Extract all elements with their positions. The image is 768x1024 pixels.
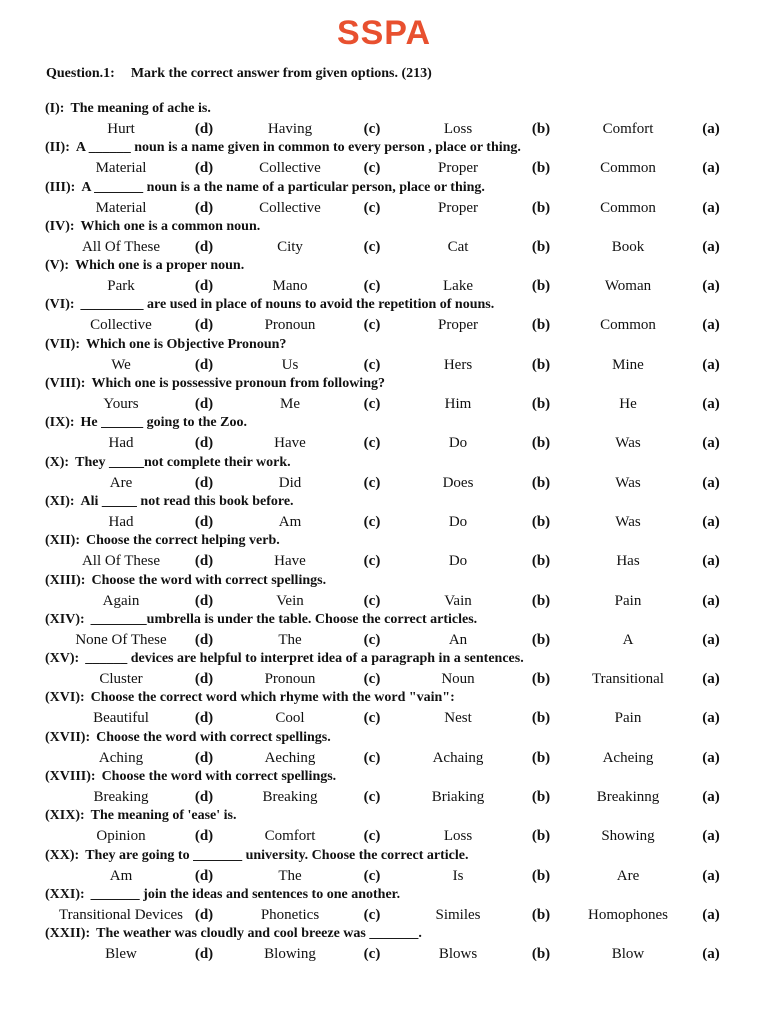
- option-letter: (a): [702, 671, 720, 688]
- option-letter: (b): [531, 592, 551, 609]
- option-letter: (c): [363, 317, 381, 334]
- option-text: Am: [109, 867, 133, 884]
- option-text: Aeching: [264, 749, 316, 766]
- option-text: Does: [442, 474, 474, 491]
- option-letter: (b): [531, 867, 551, 884]
- option-letter: (a): [702, 789, 720, 806]
- option-letter: (c): [363, 513, 381, 530]
- option-text: Have: [274, 553, 306, 570]
- option-letter: (a): [702, 278, 720, 295]
- question-text: The meaning of ache is.: [70, 101, 211, 116]
- option-letter: (a): [702, 906, 720, 923]
- option-letter: (d): [194, 749, 214, 766]
- option-letter: (c): [363, 396, 381, 413]
- option-letter: (c): [363, 906, 381, 923]
- question-text: They are going to _______ university. Choose the correct article.: [85, 847, 469, 863]
- option-text: Do: [448, 435, 468, 452]
- option-text: Comfort: [264, 828, 316, 845]
- option-letter: (a): [702, 396, 720, 413]
- option-letter: (a): [702, 199, 720, 216]
- question-text: _______ join the ideas and sentences to one another.: [90, 886, 401, 902]
- option-letter: (b): [531, 513, 551, 530]
- question-stem: [45, 100, 211, 117]
- option-letter: (a): [702, 317, 720, 334]
- option-text: Material: [95, 199, 147, 216]
- option-letter: (a): [702, 946, 720, 963]
- option-letter: (d): [194, 317, 214, 334]
- option-letter: (d): [194, 789, 214, 806]
- option-text: Blows: [438, 946, 478, 963]
- option-text: Proper: [438, 160, 478, 177]
- option-text: Woman: [604, 278, 652, 295]
- option-text: Material: [95, 160, 147, 177]
- option-text: Collective: [259, 199, 321, 216]
- option-letter: (a): [702, 749, 720, 766]
- question-text: ______ devices are helpful to interpret idea of a paragraph in a sentences.: [85, 651, 524, 667]
- option-text: He: [619, 396, 637, 413]
- question-item: [0, 886, 768, 925]
- option-letter: (c): [363, 238, 381, 255]
- option-text: Loss: [443, 121, 473, 137]
- question-number: (X):: [45, 454, 70, 470]
- question-number: (XX):: [45, 847, 80, 863]
- option-text: Hurt: [107, 121, 135, 137]
- question-stem: [45, 886, 400, 903]
- question-number: (I):: [45, 101, 65, 116]
- option-text: Hers: [443, 356, 473, 373]
- option-text: Nest: [444, 710, 472, 727]
- question-stem: [45, 768, 336, 785]
- option-letter: (b): [531, 828, 551, 845]
- option-letter: (a): [702, 160, 720, 177]
- question-number: (III):: [45, 179, 76, 195]
- question-stem: [45, 611, 477, 628]
- option-text: Cool: [275, 710, 305, 727]
- option-letter: (c): [363, 789, 381, 806]
- option-text: Am: [278, 513, 302, 530]
- question-item: [0, 257, 768, 296]
- option-letter: (c): [363, 356, 381, 373]
- option-text: Was: [615, 474, 641, 491]
- question-number: (IX):: [45, 415, 75, 431]
- answer-options: [0, 787, 768, 807]
- option-text: Him: [444, 396, 472, 413]
- option-letter: (d): [194, 356, 214, 373]
- option-text: Vein: [276, 592, 304, 609]
- question-number: (XVI):: [45, 690, 85, 706]
- option-letter: (b): [531, 121, 551, 137]
- option-text: Have: [274, 435, 306, 452]
- question-item: [0, 611, 768, 650]
- question-stem: [45, 179, 485, 196]
- question-number: (XVIII):: [45, 769, 96, 785]
- option-letter: (a): [702, 553, 720, 570]
- option-text: Collective: [259, 160, 321, 177]
- option-letter: (b): [531, 906, 551, 923]
- option-text: Has: [616, 553, 640, 570]
- option-text: Lake: [443, 278, 473, 295]
- question-text: Which one is possessive pronoun from following?: [91, 376, 385, 392]
- question-stem: [45, 296, 494, 313]
- option-text: Breaking: [262, 789, 318, 806]
- question-text: Choose the correct word which rhyme with the word "vain":: [90, 690, 455, 706]
- option-text: Did: [278, 474, 302, 491]
- question-item: [0, 650, 768, 689]
- option-text: Mano: [272, 278, 308, 295]
- question-stem: [45, 650, 524, 667]
- option-text: Book: [611, 238, 645, 255]
- question-item: [0, 139, 768, 178]
- option-letter: (a): [702, 710, 720, 727]
- option-letter: (b): [531, 238, 551, 255]
- option-letter: (d): [194, 867, 214, 884]
- option-letter: (a): [702, 867, 720, 884]
- option-text: All Of These: [81, 238, 161, 255]
- option-letter: (d): [194, 238, 214, 255]
- answer-options: [0, 944, 768, 964]
- option-letter: (b): [531, 789, 551, 806]
- option-letter: (c): [363, 435, 381, 452]
- answer-options: [0, 826, 768, 846]
- option-text: The: [278, 631, 302, 648]
- option-letter: (d): [194, 828, 214, 845]
- option-letter: (c): [363, 278, 381, 295]
- option-letter: (b): [531, 671, 551, 688]
- answer-options: [0, 158, 768, 178]
- question-stem: [45, 257, 244, 274]
- option-letter: (d): [194, 396, 214, 413]
- option-letter: (c): [363, 671, 381, 688]
- option-letter: (c): [363, 828, 381, 845]
- option-text: Blow: [611, 946, 645, 963]
- question-stem: [45, 336, 286, 353]
- option-letter: (b): [531, 435, 551, 452]
- option-letter: (d): [194, 906, 214, 923]
- option-text: Similes: [435, 906, 481, 923]
- answer-options: [0, 866, 768, 886]
- answer-options: [0, 473, 768, 493]
- option-letter: (d): [194, 160, 214, 177]
- question-number: (VII):: [45, 336, 80, 352]
- option-letter: (b): [531, 553, 551, 570]
- option-letter: (c): [363, 592, 381, 609]
- option-text: Opinion: [96, 828, 146, 845]
- option-text: Having: [267, 121, 313, 137]
- option-letter: (a): [702, 474, 720, 491]
- question-text: Which one is a common noun.: [80, 218, 261, 234]
- answer-options: [0, 748, 768, 768]
- answer-options: [0, 708, 768, 728]
- answer-options: [0, 669, 768, 689]
- answer-options: [0, 591, 768, 611]
- option-text: Is: [452, 867, 464, 884]
- option-letter: (b): [531, 710, 551, 727]
- question-list: [0, 100, 768, 965]
- option-text: An: [448, 631, 468, 648]
- option-letter: (d): [194, 278, 214, 295]
- option-letter: (b): [531, 474, 551, 491]
- option-letter: (d): [194, 121, 214, 137]
- option-letter: (a): [702, 238, 720, 255]
- option-text: Breaking: [93, 789, 149, 806]
- question-stem: [45, 689, 455, 706]
- question-text: A ______ noun is a name given in common to every person , place or thing.: [75, 140, 521, 156]
- option-letter: (b): [531, 946, 551, 963]
- option-text: Briaking: [431, 789, 485, 806]
- option-text: Had: [108, 435, 134, 452]
- question-item: [0, 100, 768, 139]
- question-stem: [45, 218, 260, 235]
- question-stem: [45, 807, 237, 824]
- option-letter: (b): [531, 749, 551, 766]
- sspa-logo: SSPA: [336, 14, 432, 52]
- question-item: [0, 689, 768, 728]
- option-text: Cluster: [99, 671, 143, 688]
- option-letter: (c): [363, 749, 381, 766]
- question-item: [0, 375, 768, 414]
- option-letter: (d): [194, 199, 214, 216]
- answer-options: [0, 905, 768, 925]
- answer-options: [0, 551, 768, 571]
- question-text: He ______ going to the Zoo.: [80, 415, 247, 431]
- question-item: [0, 179, 768, 218]
- option-text: Beautiful: [93, 710, 149, 727]
- option-letter: (b): [531, 631, 551, 648]
- question-stem: [45, 925, 422, 942]
- option-letter: (b): [531, 278, 551, 295]
- option-letter: (a): [702, 513, 720, 530]
- question-text: A _______ noun is a the name of a particular person, place or thing.: [81, 179, 485, 195]
- option-text: Proper: [438, 317, 478, 334]
- option-text: Was: [615, 435, 641, 452]
- question-item: [0, 847, 768, 886]
- option-text: Common: [600, 160, 656, 177]
- option-letter: (c): [363, 631, 381, 648]
- answer-options: [0, 237, 768, 257]
- option-text: Park: [107, 278, 135, 295]
- option-text: Me: [280, 396, 300, 413]
- option-text: Again: [102, 592, 140, 609]
- question-text: Choose the word with correct spellings.: [96, 729, 331, 745]
- question-item: [0, 296, 768, 335]
- option-text: Pronoun: [264, 671, 316, 688]
- question-item: [0, 925, 768, 964]
- option-text: Had: [108, 513, 134, 530]
- option-text: Acheing: [602, 749, 654, 766]
- option-text: Homophones: [588, 906, 668, 923]
- option-text: The: [278, 867, 302, 884]
- option-text: Pronoun: [264, 317, 316, 334]
- answer-options: [0, 119, 768, 139]
- option-text: Collective: [90, 317, 152, 334]
- question-stem: [45, 414, 247, 431]
- question-text: Which one is Objective Pronoun?: [86, 336, 287, 352]
- option-letter: (d): [194, 513, 214, 530]
- option-letter: (b): [531, 356, 551, 373]
- question-item: [0, 218, 768, 257]
- question-stem: [45, 729, 331, 746]
- option-letter: (a): [702, 631, 720, 648]
- question-number: (VI):: [45, 297, 75, 313]
- option-letter: (c): [363, 474, 381, 491]
- question-text: Choose the correct helping verb.: [86, 533, 280, 549]
- answer-options: [0, 276, 768, 296]
- question-text: Choose the word with correct spellings.: [101, 769, 337, 785]
- option-text: Common: [600, 199, 656, 216]
- option-letter: (c): [363, 199, 381, 216]
- question-stem: [45, 375, 385, 392]
- option-text: Noun: [441, 671, 475, 688]
- question-number: (VIII):: [45, 376, 86, 392]
- question-number: (XXI):: [45, 886, 85, 902]
- option-text: Cat: [447, 238, 469, 255]
- answer-options: [0, 315, 768, 335]
- question-text: Choose the word with correct spellings.: [91, 572, 327, 588]
- question-item: [0, 807, 768, 846]
- option-text: Blowing: [264, 946, 316, 963]
- option-letter: (b): [531, 317, 551, 334]
- option-text: Pain: [614, 710, 642, 727]
- question-text: The meaning of 'ease' is.: [90, 808, 237, 824]
- option-text: Common: [600, 317, 656, 334]
- question-item: [0, 729, 768, 768]
- answer-options: [0, 512, 768, 532]
- question-heading: [46, 66, 432, 82]
- option-letter: (d): [194, 592, 214, 609]
- answer-options: [0, 198, 768, 218]
- answer-options: [0, 394, 768, 414]
- option-letter: (d): [194, 631, 214, 648]
- question-number: (XIX):: [45, 808, 85, 824]
- question-item: [0, 414, 768, 453]
- option-letter: (a): [702, 435, 720, 452]
- question-stem: [45, 454, 291, 471]
- option-letter: (a): [702, 592, 720, 609]
- question-stem: [45, 139, 521, 156]
- answer-options: [0, 355, 768, 375]
- option-letter: (c): [363, 160, 381, 177]
- option-text: Comfort: [602, 121, 654, 137]
- question-stem: [45, 572, 326, 589]
- question-instruction: Mark the correct answer from given options. (213): [130, 66, 432, 81]
- option-text: Vain: [444, 592, 472, 609]
- option-text: City: [277, 238, 303, 255]
- option-text: Do: [448, 513, 468, 530]
- question-item: [0, 336, 768, 375]
- question-text: Which one is a proper noun.: [75, 258, 245, 274]
- option-text: Are: [616, 867, 640, 884]
- option-text: Do: [448, 553, 468, 570]
- question-number: (V):: [45, 258, 70, 274]
- option-letter: (c): [363, 710, 381, 727]
- question-stem: [45, 532, 280, 549]
- option-text: Proper: [438, 199, 478, 216]
- question-number: (IV):: [45, 218, 75, 234]
- question-label: Question.1:: [46, 66, 115, 81]
- option-letter: (c): [363, 946, 381, 963]
- option-text: Are: [109, 474, 133, 491]
- option-letter: (d): [194, 671, 214, 688]
- question-item: [0, 454, 768, 493]
- option-letter: (a): [702, 356, 720, 373]
- option-text: Transitional: [592, 671, 664, 688]
- option-text: All Of These: [81, 553, 161, 570]
- question-number: (XIV):: [45, 611, 85, 627]
- option-text: None Of These: [75, 631, 167, 648]
- option-text: Loss: [443, 828, 473, 845]
- question-number: (XV):: [45, 651, 80, 667]
- option-letter: (d): [194, 474, 214, 491]
- option-letter: (c): [363, 553, 381, 570]
- question-number: (XII):: [45, 533, 80, 549]
- answer-options: [0, 630, 768, 650]
- option-letter: (d): [194, 946, 214, 963]
- option-letter: (d): [194, 553, 214, 570]
- option-text: Blew: [105, 946, 137, 963]
- question-item: [0, 532, 768, 571]
- option-text: Phonetics: [260, 906, 320, 923]
- option-letter: (b): [531, 160, 551, 177]
- option-letter: (c): [363, 121, 381, 137]
- question-item: [0, 572, 768, 611]
- option-text: Mine: [612, 356, 644, 373]
- option-letter: (a): [702, 121, 720, 137]
- option-letter: (a): [702, 828, 720, 845]
- option-text: Breakinng: [596, 789, 660, 806]
- option-letter: (d): [194, 710, 214, 727]
- option-text: Aching: [98, 749, 144, 766]
- option-letter: (b): [531, 199, 551, 216]
- option-text: Us: [281, 356, 299, 373]
- question-text: _________ are used in place of nouns to avoid the repetition of nouns.: [80, 297, 495, 313]
- question-stem: [45, 847, 468, 864]
- option-letter: (b): [531, 396, 551, 413]
- question-text: ________umbrella is under the table. Choose the correct articles.: [90, 611, 478, 627]
- question-stem: [45, 493, 294, 510]
- option-text: Achaing: [432, 749, 484, 766]
- question-text: Ali _____ not read this book before.: [80, 493, 294, 509]
- option-text: A: [622, 631, 634, 648]
- question-item: [0, 768, 768, 807]
- question-text: They _____not complete their work.: [75, 454, 291, 470]
- question-number: (XIII):: [45, 572, 86, 588]
- option-text: We: [111, 356, 131, 373]
- option-text: Pain: [614, 592, 642, 609]
- question-number: (XVII):: [45, 729, 91, 745]
- question-number: (II):: [45, 140, 70, 156]
- question-number: (XXII):: [45, 926, 91, 942]
- question-text: The weather was cloudly and cool breeze was _______.: [96, 926, 422, 942]
- option-text: Transitional Devices: [58, 906, 184, 923]
- option-letter: (d): [194, 435, 214, 452]
- option-letter: (c): [363, 867, 381, 884]
- question-item: [0, 493, 768, 532]
- option-text: Yours: [103, 396, 139, 413]
- option-text: Was: [615, 513, 641, 530]
- question-number: (XI):: [45, 493, 75, 509]
- answer-options: [0, 433, 768, 453]
- option-text: Showing: [601, 828, 655, 845]
